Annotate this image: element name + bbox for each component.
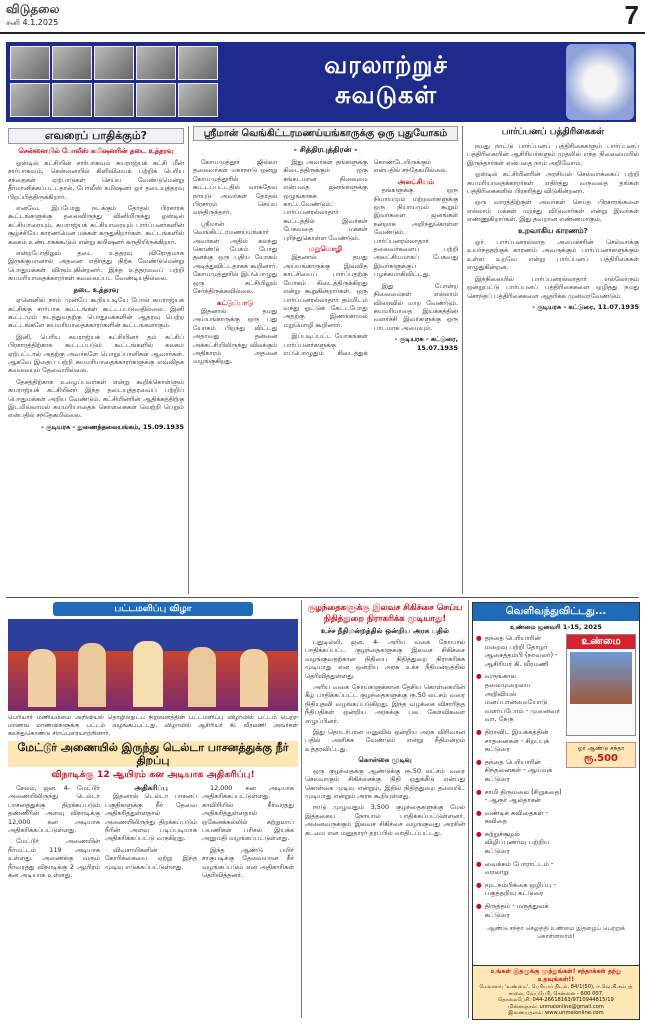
list-item (476, 788, 562, 805)
paragraph: இதனால் டெல்டா பாசனப் பகுதிகளுக்கு நீர் தேவை அதிகரித்துள்ளதால் அணையிலிருந்து திறக்கப்படும் நீரின் அளவு படிப்படியாக அதிகரிக்கப்பட்டு வருகிறது. (105, 792, 197, 843)
ad-contact-footer (473, 965, 639, 1019)
article-heading: ஸ்ரீமான் வெங்கிட்டரமணய்யங்காருக்கு ஒரு புதுயோகம் (193, 126, 458, 141)
portrait-photo (10, 46, 50, 80)
ad-email: மின்னஞ்சல்: unmaionline@gmail.com (508, 1003, 604, 1010)
list-item (476, 728, 562, 754)
list-item (476, 881, 562, 898)
portrait-photo (94, 83, 134, 117)
banner-title-line2: சுவடுகள் (334, 81, 438, 109)
list-item (476, 634, 562, 668)
source-signature: - குடியரசு - கட்டுரை, 15.07.1935 (394, 335, 458, 352)
list-item-text: தந்தை பெரியாரின் மறைவு பற்றி தோழர் ஆசைத்தம்பி (நாவலர்) - ஆசிரியர் கி. வீரமணி (484, 634, 558, 668)
news-headline: குழந்தைகளுக்கு இலவச சிகிச்சை செய்ய நிதித்துறை நிராகரிக்க முடியாது! (307, 602, 463, 623)
cover-image (570, 652, 632, 704)
photo-caption: பெரியார் மணியம்மை அறிவியல் தொழில்நுட்ப நிறுவனத்தின் பட்டமளிப்பு விழாவில் பட்டம் பெற்ற மாணவ மாணவிகளுக்கு பட்டம் வழங்கப்பட்டது. விழாவில் ஆசிரியர் கி. வீரமணி அவர்கள் கலந்துகொண்டு சிறப்புரையாற்றினார். (8, 714, 298, 737)
news-headline: மேட்டூர் அணையில் இருந்து டெல்டா பாசனத்துக்கு நீர் திறப்பு (8, 741, 298, 767)
article-heading: பார்ப்பனப் பத்திரிகைகள் (501, 127, 605, 137)
portrait-photo (178, 83, 218, 117)
bullet-icon: ● (476, 808, 482, 817)
column-divider (462, 126, 463, 594)
person-figure (188, 647, 216, 707)
news-column (8, 784, 100, 1014)
list-item-text: வைக்கம் போராட்டம் - வரலாறு (484, 859, 554, 877)
leader-photo-strip (10, 46, 220, 118)
section-divider (6, 597, 639, 598)
paragraph: இந்த ஆண்டு பயிர் சாகுபடிக்கு தேவையான நீர் வழங்கப்படும் என அதிகாரிகள் தெரிவித்தனர். (202, 845, 294, 880)
portrait-photo (136, 46, 176, 80)
paragraph: தங்களுக்கு ஒரு நியாயமும் மற்றவர்களுக்கு ஒரு நியாயமும் கூறும் இவர்களை ஜனங்கள் நன்றாக அறிந்துகொள்ள வேண்டும். பார்ப்பனரல்லாதார் தலைவர்களைப் பற்றி அலட்சியமாகப் பேசுவது இவர்களுக்குப் பழக்கமாகிவிட்டது. (373, 186, 458, 279)
column-divider (188, 126, 189, 594)
paragraph: 12,000 கன அடியாக அதிகரிக்கப்பட்டுள்ளது. காவிரியில் நீர்வரத்து அதிகரித்துள்ளதால் ஒகேனக்கல்லில் சுற்றுலாப் பயணிகள் பரிசல் இயக்க அனுமதி வழங்கப்பட்டுள்ளது. (202, 784, 294, 843)
list-item (476, 830, 562, 856)
news-subheadline: விநாடிக்கு 12 ஆயிரம் கன அடியாக அதிகரிப்பு! (51, 769, 255, 780)
paragraph: சேலம், ஜன. 4- மேட்டூர் அணையிலிருந்து டெல்டா பாசனத்துக்கு திறக்கப்படும் தண்ணீரின் அளவு விநாடிக்கு 12,000 கன அடியாக அதிகரிக்கப்பட்டுள்ளது. (8, 784, 100, 835)
paragraph: ஒரு வாரத்திற்குள் அவர்கள் செய்த பிரசாரங்களை எல்லாம் மக்கள் மறந்து விடுவார்கள் என்று இவர்கள் எண்ணுகிறார்கள். இது தவறான எண்ணமாகும். (467, 198, 639, 224)
news-column (202, 784, 294, 1014)
bullet-icon: ● (476, 787, 482, 796)
paragraph: புதுடில்லி, ஜன. 4- அரிய வகை நோயால் பாதிக்கப்பட்ட குழந்தைகளுக்கு இலவச சிகிச்சை வழங்குவதற்கான நிதியை நிதித்துறை நிராகரிக்க முடியாது என ஒன்றிய அரசு உச்ச நீதிமன்றத்தில் தெரிவித்துள்ளது. (305, 638, 465, 680)
article-heading: எவரைப் பாதிக்கும்? (8, 128, 184, 144)
list-item-text: திருத்தம் - மருத்துவக் கட்டுரை (484, 902, 549, 919)
subscription-label: ஓர் ஆண்டு சந்தா (577, 745, 625, 752)
news-column (105, 784, 197, 1014)
paragraph: இது அவர்கள் தங்களுக்கு கிடைத்திருக்கும் ஒரு சங்கடமான நிலைமை என்பதை ஜனங்களுக்கு ஒழுங்காகக் காட்டவேண்டும். பார்ப்பனரல்லாதார் கூட்டத்தில் இவர்கள் பேசுவதை மக்கள் புரிந்துகொள்ள வேண்டும். (283, 158, 368, 242)
ad-side (566, 634, 636, 923)
cover-title: உண்மை (567, 635, 635, 649)
unmai-advertisement (472, 602, 640, 1020)
portrait-photo (94, 46, 134, 80)
portrait-photo (136, 83, 176, 117)
subscription-box (566, 742, 636, 768)
subheading: கட்டுப்பாடு (216, 298, 254, 307)
issue-date: சனி 4.1.2025 (6, 18, 59, 27)
ad-phone: தொலைபேசி: 044-26618163/9710944815/19 (498, 997, 614, 1004)
paragraph: இப்படிப்பட்ட யோகங்கள் பார்ப்பனர்களுக்கு எப்பொழுதும் கிடைத்துக் கொண்டேயிருக்கும் என்பதில் சந்தேகமில்லை. (283, 158, 448, 357)
magazine-cover (566, 634, 636, 736)
paragraph: விவசாயிகளின் கோரிக்கையை ஏற்று இந்த முடிவு எடுக்கப்பட்டுள்ளது. (105, 845, 197, 871)
person-figure (28, 649, 56, 707)
list-item-text: சுற்றுச்சூழல் விழிப்புணர்வு பற்றிய கட்டுரை (484, 829, 550, 856)
paragraph: நமது நாட்டு பார்ப்பனப் பத்திரிகைகளும் பார்ப்பனப் பத்திரிகையின் ஆசிரியர்களும் முதலில் எந்த நிலைமையில் இருந்தார்கள் என்பதை நாம் அறிவோம். (467, 142, 639, 167)
ad-issue-date: உண்மை ஜனவரி 1-15, 2025 (510, 623, 602, 631)
list-item-text: திராவிட இயக்கத்தின் சாதனைகள் - சிறப்புக் கட்டுரை (484, 727, 550, 754)
paragraph: இது தொடர்பான மனுவில் ஒன்றிய அரசு விரிவான பதில் அளிக்க வேண்டும் என்று நீதிமன்றம் உத்தரவிட்டது. (305, 728, 465, 753)
article-evaraip (8, 128, 184, 593)
list-item (476, 758, 562, 784)
bullet-icon: ● (476, 859, 482, 868)
decorative-emblem (566, 44, 634, 120)
paragraph: தேசத்திற்காக உழைப்பவர்கள் என்று கூறிக்கொள்ளும் சுயராஜ்யக் கட்சியினர் இந்த தடையுத்தரவைப் பற்றிப் பொதுமக்கள் அறிய வேண்டும். கட்சியினரின் ஆதிக்கத்திற்கு இடமில்லாமல் சுயமரியாதைக் கொள்கைகள் வெற்றி பெறும் என்பதில் சந்தேகமில்லை. (8, 377, 184, 420)
paragraph: அரிய வகை நோய்களுக்கான தேசிய கொள்கையின் கீழ் பாதிக்கப்பட்ட குழந்தைகளுக்கு ரூ.50 லட்சம் வரை நிதியுதவி வழங்கப்படுகிறது. இந்த வழக்கை விசாரித்த நீதிபதிகள் ஒன்றிய அரசுக்கு பல கேள்விகளை எழுப்பினர். (305, 683, 465, 725)
subscription-amount: ரூ.500 (583, 753, 619, 764)
page-header (0, 0, 645, 34)
article-rare-disease (305, 602, 465, 1018)
source-signature: - குடியரசு - கட்டுரை, 11.07.1935 (532, 302, 639, 311)
list-item (476, 860, 562, 877)
bottom-left-section (8, 602, 298, 1018)
paragraph: ஓஸ்டில் கட்சியின் சார்பாகவும் சுயராஜ்யக் கட்சி மீன் சார்பாகவும், சென்னையில் கிளிவியைக் பற்றிக் பெரிய சந்தைகள் ஏற்பாடுகள் செய்ய வேண்டுமென்று தீர்மானிக்கப்பட்டதால், போலீஸ் கமிஷனர் ஓர் தடையுத்தரவு பிறப்பித்திருக்கிறார். (8, 159, 184, 201)
list-item-text: வருங்கால தலைமுறையை அறிவியல் மனப்பான்மையோடு வளர்ப்போம் - முனைவர் வா. நேரு (484, 672, 560, 724)
column-divider (468, 600, 469, 1018)
paragraph: மேட்டூர் அணையின் நீர்மட்டம் 119 அடியாக உள்ளது. அணைக்கு வரும் நீர்வரத்து விநாடிக்கு 2 ஆயிரம் கன அடியாக உள்ளது. (8, 837, 100, 880)
source-signature: - குடியரசு - துணைத்தலையங்கம், 15.09.1935 (41, 422, 184, 431)
convocation-photo (8, 619, 298, 711)
paragraph: இனி, பெரிய சுயராஜ்யக் கட்சியினர் தம் கட்சிப் பிரசாரத்திற்காக கூட்டப்படும் கூட்டங்களில் கலகம் ஏற்பட்டால் அதற்கு அவர்களே பொறுப்பாளிகள் ஆவார்கள். ஆகவே இதைப் பற்றி சுயமரியாதைக்காரர்களுக்கு எவ்விதக் கவலையும் தேவையில்லை. (8, 332, 184, 375)
paragraph: இந்நிலையில் பார்ப்பனரல்லாதார் எல்லோரும் ஒன்றுபட்டு பார்ப்பனப் பத்திரிகைகளை ஒழித்து நமது சொந்தப் பத்திரிகைகளை ஆதரிக்க முன்வரவேண்டும். (467, 274, 639, 300)
bullet-icon: ● (476, 829, 482, 838)
subheading: அலட்சியம் (397, 177, 434, 186)
ad-slogan: உங்கள் இதழுக்கு முந்துங்கள்! சந்தாக்கள் தந்து உதவுங்கள்!! (490, 968, 622, 984)
paragraph: ஸ்ரீமான் வெங்கிட்டரமணய்யங்கார் அவர்கள் அதில் கலந்து கொண்டு பேசும் போது தனக்கு ஒரு புதிய யோகம் அடித்துவிட்டதாகக் கூறினார். கோயமுத்தூரில் இப்பொழுது ஒரு கட்சியிலும் சேர்ந்திருக்கவில்லை. (193, 219, 278, 296)
list-item-text: வண்டிக் கவிதைகள் - கவிதை (484, 808, 548, 826)
paragraph: என்றபோதிலும் தடை உத்தரவு விரோதமாக இருக்குமானால் அதனை எதிர்த்து நிற்க வேண்டுமென்று பொதுமக்கள் விரும்புகின்றனர். இந்த உத்தரவைப் பற்றி சுயமரியாதைக்காரர்கள் கவலைப்பட வேண்டியதில்லை. (8, 249, 184, 283)
subheading: உறவாகிய காரணம்? (518, 225, 588, 235)
ad-body (473, 634, 639, 923)
article-parppana-pathirikai (467, 126, 639, 594)
article-author: - சித்திரபுத்திரன் - (293, 145, 358, 154)
bullet-icon: ● (476, 757, 482, 766)
list-item-text: மூடநம்பிக்கை ஒழிப்பு - பகுத்தறிவு கட்டுரை (484, 880, 556, 898)
list-item (476, 902, 562, 919)
paragraph: எனவே, இப்போது நடக்கும் தேர்தல் பிரசாரக் கூட்டங்களுக்கு தலைவிருந்து வினிமிருந்து ஓஸ்டில் கட்சியாரையும், சுயராஜ்யக் கட்சியாரையும் பார்ப்பனர்களின் சூழ்ச்சியே காரணமென மக்கள் கருதுகிறார்கள். கூட்டங்களில் கலகம் உண்டாகக்கூடும் என்று கமிஷனர் கருதியிருக்கிறார். (8, 204, 184, 246)
person-figure (133, 641, 163, 707)
news-subheadline: உச்ச நீதிமன்றத்தில் ஒன்றிய அரசு பதில் (320, 626, 450, 635)
paragraph: இதனால் தமது அய்யங்காருக்கு இவ்வித காட்சியைப் பார்ப்பதற்கு யோகம் கிடைத்திருக்கிறது என்று கூறுகின்றார்கள். ஒரு பார்ப்பனரல்லாதார் தம்மிடம் வந்து ஓட்டுக் கேட்டபோது அதற்கு இணங்காமல் மறுமொழி கூறினார். (283, 253, 368, 329)
ad-ribbon: வெளிவந்துவிட்டது... (473, 603, 639, 621)
person-figure (240, 649, 268, 707)
portrait-photo (10, 83, 50, 117)
section-ribbon: பட்டமளிப்பு விழா (53, 602, 253, 616)
list-item (476, 672, 562, 724)
paragraph: இது போன்ற நிலைமைகள் எல்லாம் விரைவில் மாற வேண்டும். சுயமரியாதை இயக்கத்தின் வளர்ச்சி இவர்களுக்கு ஒரு பாடமாக அமையும். (373, 281, 458, 332)
list-item-text: சாமி திருமலை (சிறுகதை) - ஆரூர் ஆல்தாசன் (484, 787, 562, 805)
section-banner (6, 42, 636, 122)
bullet-icon: ● (476, 902, 482, 911)
news-columns (8, 784, 298, 1014)
banner-title (246, 50, 526, 110)
ad-footer-line: ஆண்டு சந்தா செலுத்தி உண்மை இதழைப் பெற்றுக் கொள்ளலாம்! (487, 925, 625, 941)
subheading: தடை உத்தரவு (73, 285, 119, 294)
paragraph: நாடு முழுவதும் 3,500 குழந்தைகளுக்கு மேல் இத்தகைய நோயால் பாதிக்கப்பட்டுள்ளனர். அனைவருக்கும் இலவச சிகிச்சை வழங்குவது அரசின் கடமை என மனுதாரர் தரப்பில் வாதிடப்பட்டது. (305, 803, 465, 837)
bullet-icon: ● (476, 634, 482, 642)
portrait-photo (52, 83, 92, 117)
list-item-text: தந்தை பெரியாரின் சிந்தனைகள் - ஆய்வுக் கட்டுரை (484, 757, 553, 783)
newspaper-name: விடுதலை (6, 2, 60, 16)
portrait-photo (52, 46, 92, 80)
paragraph: ஏனெனில் நாம் முன்பே கூறியபடியே போல் சுயராஜ்யக் கட்சிக்கு சார்பாக கூட்டங்கள் கூட்டப்படுவதில்லை. இனி கூட்டமும் நடத்துவதற்கு பொதுமக்களின் ஆதரவு பெற்ற கூட்டங்களே சுயமரியாதைக்காரர்களின் கூட்டங்களாகும். (8, 296, 184, 330)
paragraph: ஓர் பார்ப்பனரல்லாத அமைச்சரின் செல்வாக்கு உயர்ந்ததற்குக் காரணம் அவருக்கும் பார்ப்பனர்களுக்கும் உள்ள உறவே என்று பார்ப்பனப் பத்திரிகைகள் எழுதுகின்றன. (467, 238, 639, 272)
paragraph: ஒரு குழந்தைக்கு ஆண்டுக்கு ரூ.50 லட்சம் வரை செலவாகும் சிகிச்சைக்கு நிதி ஒதுக்கீடு என்பது கொள்கை முடிவு என்றும், இதில் நிதித்துறை தலையிட முடியாது என்றும் அரசு கூறியுள்ளது. (305, 766, 465, 800)
ad-address: மேலாளர், 'உண்மை', பெரியார் திடல், 84/1(50), ஈ.வெ.கி.சம்பத் சாலை, வேப்பேரி, சென்னை - 600 007. (479, 984, 633, 997)
subheading: அதிகரிப்பு (134, 784, 168, 792)
banner-title-line1: வரலாற்றுச் (324, 51, 448, 79)
list-item (476, 809, 562, 826)
person-figure (78, 643, 106, 707)
column-divider (301, 600, 302, 1018)
subheading: மறுமொழி (308, 245, 343, 254)
bullet-icon: ● (476, 672, 482, 681)
page-number: 7 (624, 0, 639, 30)
paragraph: கோயமுத்தூர் ஜில்லா தலைவர்கள் மகாநாடு ஒன்று கோயமுத்தூரில் கூட்டப்பட்டதில் வாசுதேவ நாயுடு அவர்கள் தேர்தல் பிரசாரம் செய்ய வந்திருந்தார். (193, 158, 278, 217)
bullet-icon: ● (476, 880, 482, 889)
portrait-photo (178, 46, 218, 80)
ad-website: இணையதளம்: www.unmaionline.com (508, 1010, 604, 1017)
article-byline: சென்னையில் போலீஸ் கமிஷனரின் தடை உத்தரவு (18, 147, 174, 155)
subheading: கொள்கை முடிவு (358, 756, 412, 765)
ad-contents-list (476, 634, 562, 923)
paragraph: இதனால் தமது அய்யங்காருக்கு ஒரு புது யோகம் பிறந்து விட்டது அதாவது தன்னை அக்கட்சியிலிருந்து விலக்கும் அதிகாரம் அதனை வழங்குகிறது. (193, 306, 278, 366)
paragraph: ஓஸ்டில் கட்சியினரின் அரசியல் செல்வாக்கைப் பற்றி சுயமரியாதைக்காரர்கள் எதிர்த்து வருவதை தங்கள் பத்திரிகைகளில் பிரசுரித்து விடுகின்றனர். (467, 170, 639, 196)
article-body (193, 158, 458, 366)
article-venkitaramana (193, 126, 458, 594)
bullet-icon: ● (476, 727, 482, 736)
